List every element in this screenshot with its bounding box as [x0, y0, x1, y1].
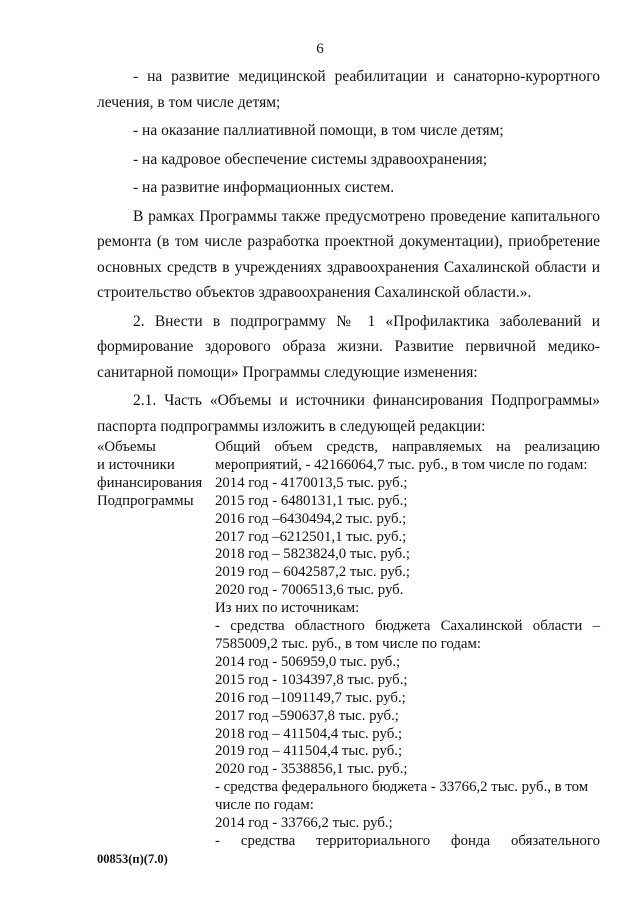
year-line: 2014 год - 33766,2 тыс. руб.; [215, 815, 393, 832]
territorial-word: обязательного [511, 832, 600, 849]
passport-label-line: финансирования [97, 474, 203, 491]
amendment-subparagraph: 2.1. Часть «Объемы и источники финансирования Подпрограммы» паспорта подпрограммы изложить в следующей редакции: [97, 392, 600, 435]
list-item: - на развитие информационных систем. [133, 179, 395, 196]
passport-label-line: и источники [97, 456, 175, 473]
total-funding: Общий объем средств, направляемых на реализацию мероприятий, - 42166064,7 тыс. руб., в том числе по годам: [215, 439, 600, 473]
page-number: 6 [316, 41, 324, 57]
year-line: 2015 год - 1034397,8 тыс. руб.; [215, 671, 408, 688]
regional-budget: - средства областного бюджета Сахалинской области – 7585009,2 тыс. руб., в том числе по годам: [215, 618, 600, 652]
passport-label-line: «Объемы [97, 439, 156, 455]
year-line: 2018 год – 411504,4 тыс. руб.; [215, 725, 403, 742]
list-item: - на оказание паллиативной помощи, в том числе детям; [133, 122, 504, 139]
year-line: 2017 год –590637,8 тыс. руб.; [215, 707, 399, 724]
year-line: 2017 год –6212501,1 тыс. руб.; [215, 528, 407, 545]
list-item: - на кадровое обеспечение системы здравоохранения; [133, 150, 488, 168]
year-line: 2020 год - 3538856,1 тыс. руб.; [215, 761, 408, 778]
document-code: 00853(п)(7.0) [97, 852, 168, 866]
passport-label-line: Подпрограммы [97, 492, 194, 509]
year-line: 2016 год –6430494,2 тыс. руб.; [215, 510, 407, 527]
list-item: - на развитие медицинской реабилитации и санаторно-курортного лечения, в том числе детям; [97, 68, 600, 111]
territorial-fund-line [215, 833, 600, 851]
body-text [97, 64, 600, 442]
amendment-paragraph: 2. Внести в подпрограмму № 1 «Профилактика заболеваний и формирование здорового образа жизни. Развитие первичной медико-санитарной помощи» Программы следующие изменения: [97, 312, 600, 381]
program-paragraph: В рамках Программы также предусмотрено проведение капитального ремонта (в том числе разработка проектной документации), приобретение основных средств в учреждениях здравоохранения Сахалинской области и строительство объектов здравоохранения Сахалинской области.». [97, 207, 600, 301]
passport-label [97, 439, 209, 511]
year-line: 2014 год - 506959,0 тыс. руб.; [215, 653, 401, 670]
year-line: 2020 год - 7006513,6 тыс. руб. [215, 582, 404, 599]
sources-heading: Из них по источникам: [215, 600, 360, 617]
year-line: 2016 год –1091149,7 тыс. руб.; [215, 689, 406, 706]
territorial-word: территориального [316, 832, 431, 849]
passport-content [215, 439, 600, 851]
year-line: 2019 год – 6042587,2 тыс. руб.; [215, 564, 410, 581]
year-line: 2019 год – 411504,4 тыс. руб.; [215, 743, 403, 760]
year-line: 2014 год - 4170013,5 тыс. руб.; [215, 474, 408, 491]
year-line: 2015 год - 6480131,1 тыс. руб.; [215, 492, 408, 509]
year-line: 2018 год – 5823824,0 тыс. руб.; [215, 546, 410, 563]
territorial-word: фонда [451, 832, 491, 849]
territorial-word: - [215, 832, 220, 849]
federal-budget: - средства федерального бюджета - 33766,2 тыс. руб., в том числе по годам: [215, 779, 589, 814]
territorial-word: средства [240, 832, 296, 849]
